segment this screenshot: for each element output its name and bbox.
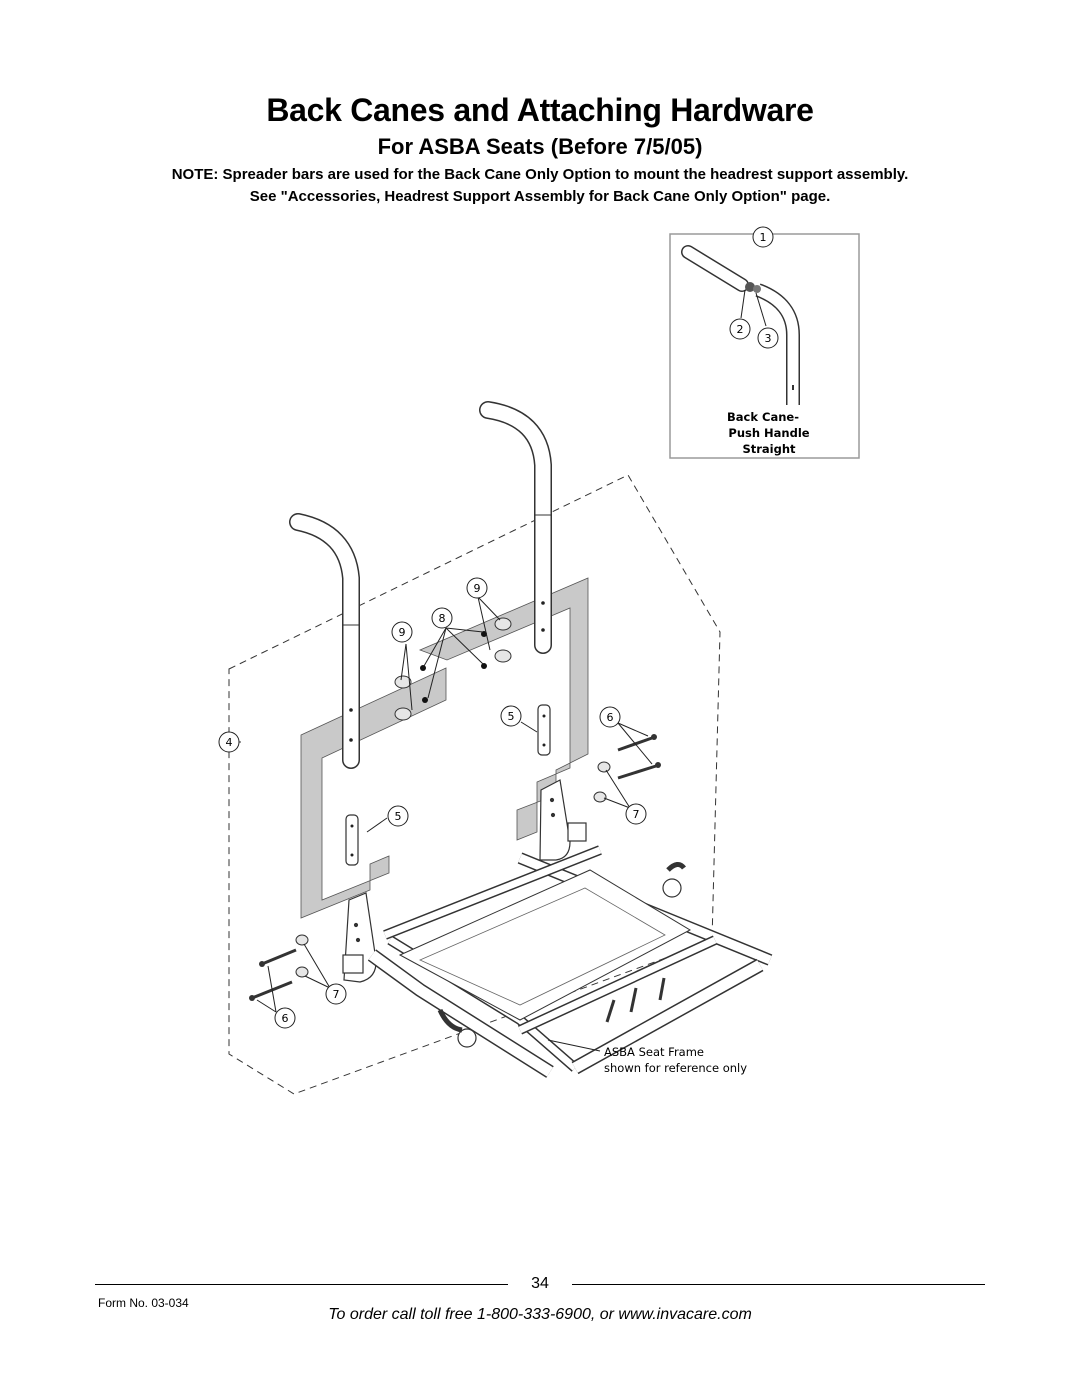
- inset-caption-2: Push Handle: [728, 426, 810, 440]
- callout-7-right: 7: [632, 808, 640, 821]
- inset-callout-2: 2: [736, 323, 744, 336]
- assembly-4-outline: [219, 475, 720, 1094]
- right-side-hardware: [594, 707, 661, 824]
- form-number: Form No. 03-034: [98, 1296, 189, 1310]
- note-line-1: NOTE: Spreader bars are used for the Back Cane Only Option to mount the headrest support assembly.: [171, 166, 909, 183]
- inset-callout-3: 3: [764, 332, 772, 345]
- note-line-2: See "Accessories, Headrest Support Assembly for Back Cane Only Option" page.: [249, 188, 831, 205]
- left-side-hardware: [249, 935, 346, 1028]
- asba-seat-frame: [343, 780, 770, 1072]
- callout-7-left: 7: [332, 988, 340, 1001]
- footer-rule-left: [95, 1284, 508, 1285]
- callout-6-left: 6: [281, 1012, 289, 1025]
- callout-9-right: 9: [473, 582, 481, 595]
- right-back-cane: [488, 410, 551, 755]
- callout-5-left: 5: [394, 810, 402, 823]
- inset-caption-3: Straight: [742, 442, 796, 456]
- order-info: To order call toll free 1-800-333-6900, or www.invacare.com: [328, 1306, 752, 1323]
- inset-back-cane: [670, 227, 859, 458]
- callout-5-right: 5: [507, 710, 515, 723]
- callout-4: 4: [225, 736, 233, 749]
- page-number: 34: [531, 1275, 549, 1292]
- reference-label-2: shown for reference only: [604, 1061, 748, 1075]
- callout-6-right: 6: [606, 711, 614, 724]
- page-subtitle: For ASBA Seats (Before 7/5/05): [377, 134, 703, 159]
- reference-label-1: ASBA Seat Frame: [604, 1045, 704, 1059]
- inset-callout-1: 1: [759, 231, 767, 244]
- inset-caption-1: Back Cane-: [727, 410, 799, 424]
- callout-8: 8: [438, 612, 446, 625]
- page-title: Back Canes and Attaching Hardware: [266, 92, 814, 128]
- callout-9-left: 9: [398, 626, 406, 639]
- footer-rule-right: [572, 1284, 985, 1285]
